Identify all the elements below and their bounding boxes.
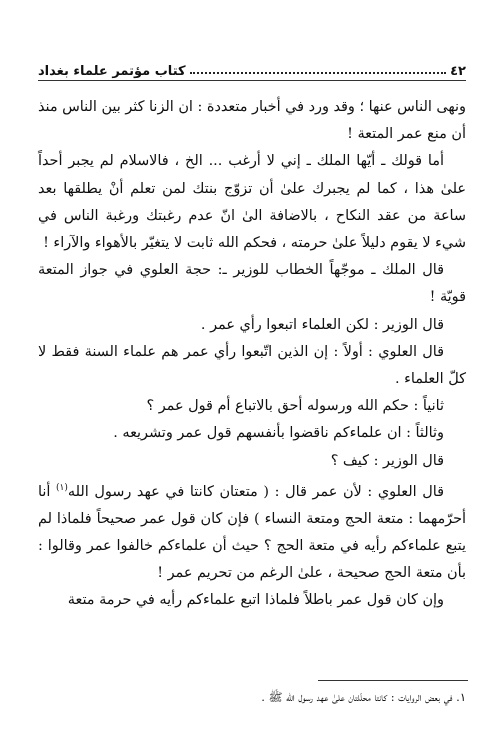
paragraph-text: قال العلوي : أولاً : إن الذين اتّبعوا رأي عمر هم علماء السنة فقط لا كلّ العلماء . [38,343,466,388]
paragraph-text: قال العلوي : لأن عمر قال : ( متعتان كانتا في عهد رسول الله [67,483,444,500]
body-text [38,94,466,615]
book-title: كتاب مؤتمر علماء بغداد [38,64,186,79]
running-header [38,55,466,79]
paragraph [38,312,466,339]
paragraph-text: وثالثاً : ان علماءكم ناقضوا بأنفسهم قول عمر وتشريعه . [113,425,444,442]
paragraph [38,148,466,257]
footnote-marker: (١) [56,482,68,493]
paragraph-text: قال الوزير : كيف ؟ [330,452,444,469]
footnote: ١. في بعض الروايات : كانتا محلّلتان علىٰ عهد رسول الله ﷺ . [261,690,466,704]
paragraph-text: أما قولك ـ أيّها الملك ـ إني لا أرغب ... الخ ، فالاسلام لم يجبر أحداً علىٰ هذا ، كما لم يجبرك علىٰ أن تزوّج بنتك لمن تعلم أنْ يطلقها بعد ساعة من عقد النكاح ، بالاضافة الىٰ انّ عدم رغبتك ورغبة الناس في شيء لا يقوم دليلاً علىٰ حرمته ، فحكم الله ثابت لا يتغيّر بالأهواء والآراء ! [38,153,466,252]
paragraph [38,587,466,614]
page-number: ٤٢ [450,64,466,79]
header-dot-leader [190,72,447,74]
paragraph [38,94,466,148]
paragraph-text: وإن كان قول عمر باطلاً فلماذا اتبع علماءكم رأيه في حرمة متعة [67,592,444,609]
footnote-rule [318,680,468,681]
paragraph [38,475,466,588]
paragraph [38,257,466,311]
paragraph [38,420,466,447]
paragraph-text-continued: أنا أحرّمهما : متعة الحج ومتعة النساء ) فإن كان قول عمر صحيحاً فلماذا لم يتبع علماءكم رأيه في متعة الحج ؟ حيث أن علماءكم خالفوا عمر وقالوا : بأن متعة الحج صحيحة ، علىٰ الرغم من تحريم عمر ! [38,483,466,582]
header-rule [38,80,466,81]
paragraph-text: ثانياً : حكم الله ورسوله أحق بالاتباع أم قول عمر ؟ [146,398,444,415]
paragraph-text: ونهى الناس عنها ؛ وقد ورد في أخبار متعددة : ان الزنا كثر بين الناس منذ أن منع عمر المتعة ! [38,99,466,143]
paragraph-text: قال الملك ـ موجّهاً الخطاب للوزير ـ: حجة العلوي في جواز المتعة قويّة ! [38,262,466,306]
paragraph [38,393,466,420]
paragraph-text: قال الوزير : لكن العلماء اتبعوا رأي عمر . [200,316,444,333]
paragraph [38,339,466,393]
paragraph [38,448,466,475]
